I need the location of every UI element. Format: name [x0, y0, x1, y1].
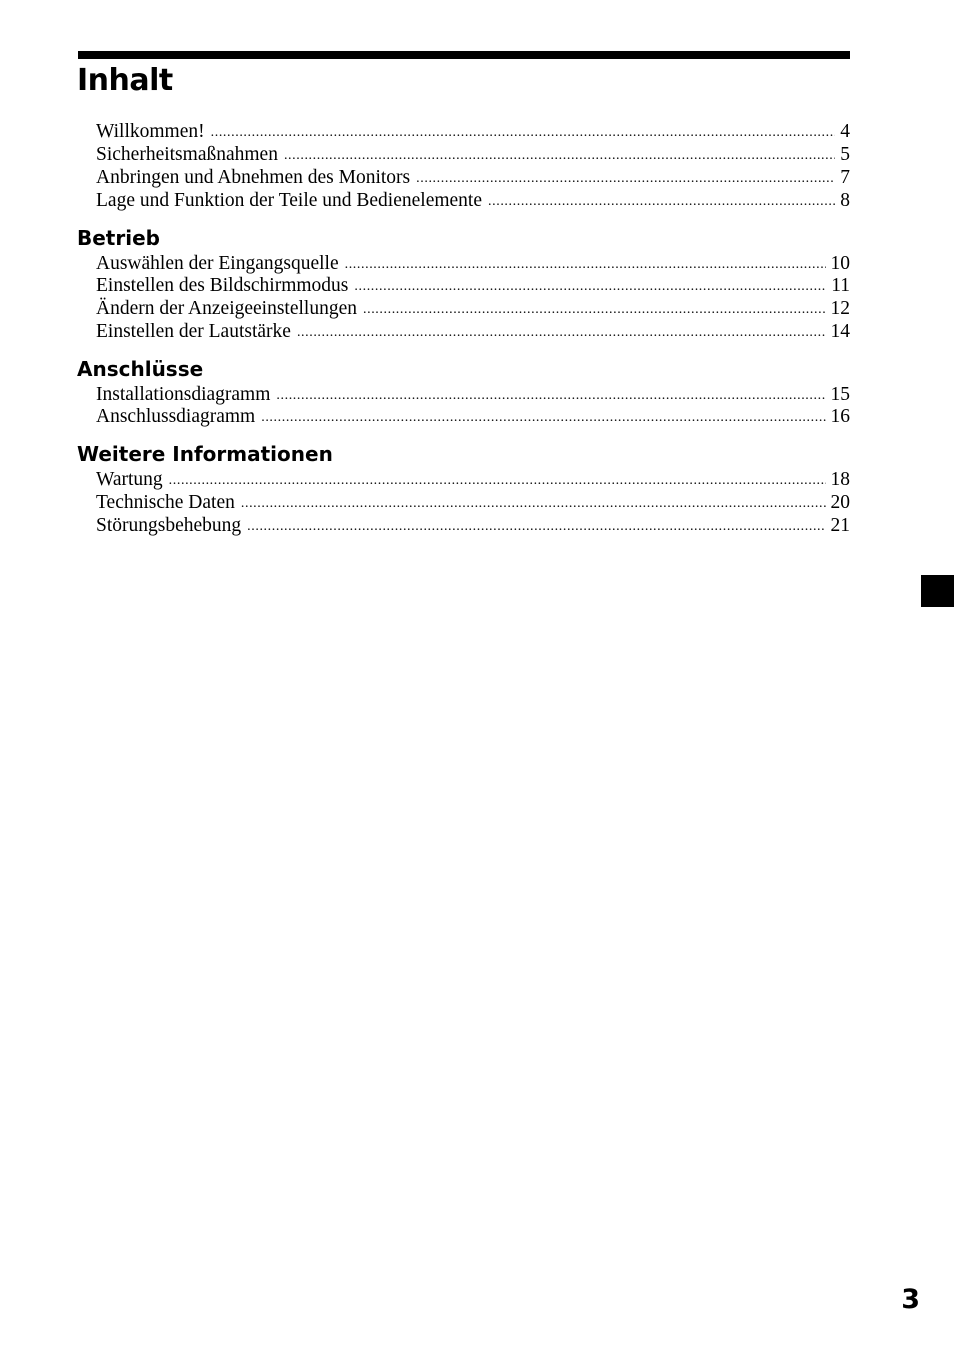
toc-entry-page: 5 [840, 144, 850, 165]
toc-entry-lage-und-funktion[interactable] [96, 189, 850, 212]
dot-leader [416, 167, 835, 190]
page-title: Inhalt [77, 63, 173, 98]
toc-entry-page: 8 [840, 190, 850, 211]
title-rule [78, 51, 850, 59]
toc-entry-anbringen[interactable] [96, 166, 850, 189]
toc-entry-installationsdiagramm[interactable] [96, 383, 850, 406]
toc-entry-page: 14 [830, 321, 850, 342]
dot-leader [488, 190, 835, 213]
toc-entry-title: Sicherheitsmaßnahmen [96, 144, 278, 165]
toc-entry-anzeigeeinstellungen[interactable] [96, 297, 850, 320]
toc-entry-title: Auswählen der Eingangsquelle [96, 253, 339, 274]
toc-entry-anschlussdiagramm[interactable] [96, 405, 850, 428]
toc-entry-page: 10 [830, 253, 850, 274]
dot-leader [241, 492, 826, 515]
toc-entry-page: 16 [830, 406, 850, 427]
toc-entry-page: 12 [830, 298, 850, 319]
dot-leader [354, 275, 826, 298]
toc-entry-title: Einstellen der Lautstärke [96, 321, 291, 342]
toc-entry-title: Anschlussdiagramm [96, 406, 256, 427]
toc-entry-title: Anbringen und Abnehmen des Monitors [96, 167, 411, 188]
toc-entry-title: Störungsbehebung [96, 515, 242, 536]
toc-entry-page: 21 [830, 515, 850, 536]
toc-entry-bildschirmmodus[interactable] [96, 274, 850, 297]
toc-entry-stoerungsbehebung[interactable] [96, 514, 850, 537]
section-heading-anschluesse: Anschlüsse [77, 357, 204, 381]
toc-entry-page: 18 [830, 469, 850, 490]
toc-entry-willkommen[interactable] [96, 120, 850, 143]
toc-entry-page: 20 [830, 492, 850, 513]
dot-leader [261, 406, 825, 429]
chapter-thumb-tab [921, 575, 954, 607]
dot-leader [345, 253, 826, 276]
dot-leader [363, 298, 826, 321]
toc-entry-title: Willkommen! [96, 121, 205, 142]
section-heading-weitere-informationen: Weitere Informationen [77, 442, 333, 466]
dot-leader [211, 121, 836, 144]
toc-entry-page: 11 [831, 275, 850, 296]
toc-entry-page: 15 [830, 384, 850, 405]
dot-leader [247, 515, 825, 538]
section-heading-betrieb: Betrieb [77, 226, 160, 250]
toc-entry-title: Wartung [96, 469, 163, 490]
toc-entry-page: 4 [840, 121, 850, 142]
dot-leader [297, 321, 826, 344]
toc-entry-technische-daten[interactable] [96, 491, 850, 514]
toc-entry-wartung[interactable] [96, 468, 850, 491]
toc-entry-lautstaerke[interactable] [96, 320, 850, 343]
toc-entry-title: Installationsdiagramm [96, 384, 271, 405]
toc-entry-title: Lage und Funktion der Teile und Bedienelemente [96, 190, 483, 211]
toc-entry-title: Technische Daten [96, 492, 235, 513]
toc-entry-sicherheitsmassnahmen[interactable] [96, 143, 850, 166]
toc-entry-title: Ändern der Anzeigeeinstellungen [96, 298, 357, 319]
toc-entry-page: 7 [840, 167, 850, 188]
dot-leader [284, 144, 835, 167]
dot-leader [169, 469, 826, 492]
toc-entry-eingangsquelle[interactable] [96, 252, 850, 275]
page-number: 3 [901, 1284, 920, 1315]
dot-leader [276, 384, 825, 407]
toc-entry-title: Einstellen des Bildschirmmodus [96, 275, 349, 296]
